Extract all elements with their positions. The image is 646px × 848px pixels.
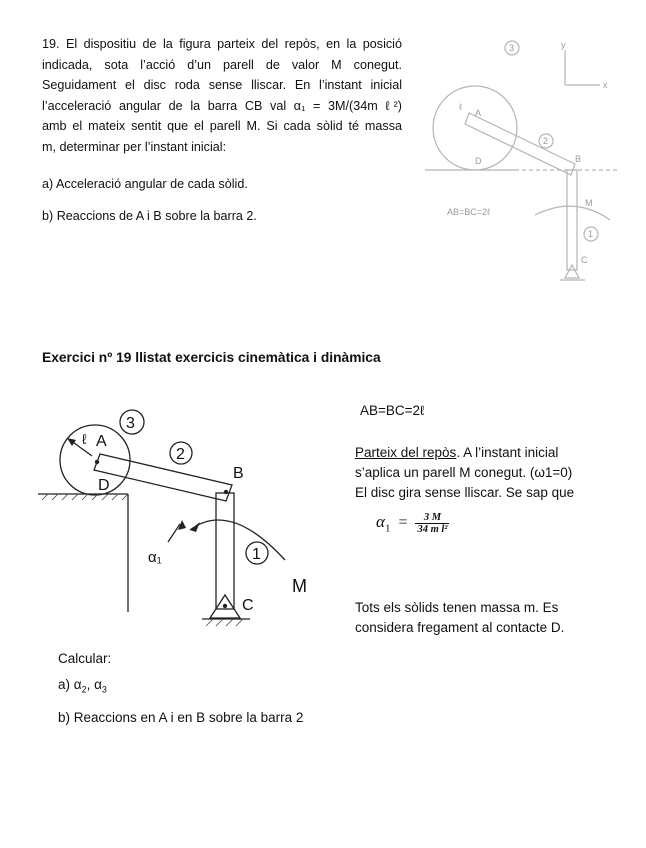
exercise-title: Exercici nº 19 llistat exercicis cinemàtica i dinàmica — [42, 350, 381, 365]
small-label-y: y — [561, 40, 566, 50]
main-mechanism-figure — [30, 400, 340, 635]
moment-arc — [190, 520, 285, 560]
notes-line-2: s’aplica un parell M conegut. (ω1=0) — [355, 465, 573, 480]
formula-alpha: α — [376, 512, 385, 532]
problem-part-b: b) Reaccions de A i B sobre la barra 2. — [42, 209, 257, 223]
small-label-A: A — [475, 108, 482, 118]
label-C: C — [242, 597, 254, 614]
bar1-number: 1 — [252, 546, 261, 563]
bar-2 — [465, 113, 575, 175]
formula-sub: 1 — [384, 522, 391, 535]
notes-line1-rest: . A l’instant inicial — [456, 445, 559, 460]
moment-arc — [535, 206, 610, 220]
label-A: A — [96, 433, 107, 450]
small-label-C: C — [581, 255, 588, 265]
small-bar1-number: 1 — [588, 229, 594, 239]
mass-note — [355, 598, 564, 638]
dimension-note: AB=BC=2ℓ — [360, 403, 425, 418]
problem-line: Seguidament el disc roda sense lliscar. En l’instant inicial — [42, 78, 402, 92]
small-mechanism-figure — [415, 30, 625, 300]
problem-statement — [42, 34, 402, 157]
notes-lead: Parteix del repòs — [355, 445, 457, 460]
label-B: B — [233, 465, 244, 482]
questions-heading: Calcular: — [58, 651, 112, 666]
disc-number: 3 — [126, 415, 135, 432]
small-ell: ℓ — [459, 102, 462, 112]
formula-eq: = — [398, 514, 408, 532]
problem-line: 19. El dispositiu de la figura parteix del repòs, en la posició — [42, 37, 402, 51]
label-M: M — [292, 576, 307, 596]
problem-line: amb el mateix sentit que el parell M. Si cada sòlid té massa — [42, 119, 402, 133]
label-ell: ℓ — [82, 431, 87, 447]
mass-line-2: considera fregament al contacte D. — [355, 620, 565, 635]
question-a — [58, 675, 107, 700]
problem-part-a: a) Acceleració angular de cada sòlid. — [42, 177, 248, 191]
bar-1 — [567, 170, 577, 270]
bar2-number: 2 — [176, 446, 185, 463]
question-b: b) Reaccions en A i en B sobre la barra 2 — [58, 710, 304, 725]
small-label-M: M — [585, 198, 593, 208]
question-a-sub3: 3 — [101, 684, 107, 695]
label-D: D — [98, 477, 110, 494]
formula-denominator: 34 m l² — [417, 524, 448, 535]
notes-line-3: El disc gira sense lliscar. Se sap que — [355, 485, 575, 500]
formula-numerator: 3 M — [415, 512, 449, 524]
small-dimension: AB=BC=2ℓ — [447, 207, 490, 217]
question-a-sep: , α — [86, 677, 102, 692]
disc — [60, 425, 130, 495]
label-alpha: α₁ — [148, 549, 162, 566]
small-label-x: x — [603, 80, 608, 90]
alpha-arrow — [168, 524, 180, 542]
problem-line: indicada, sota l’acció d’un parell de valor M conegut. — [42, 57, 402, 72]
bar-1 — [216, 493, 234, 609]
mass-line-1: Tots els sòlids tenen massa m. Es — [355, 600, 559, 615]
small-label-B: B — [575, 154, 582, 164]
question-a-sub2: 2 — [81, 684, 87, 695]
small-bar2-number: 2 — [543, 136, 549, 146]
small-label-D: D — [475, 156, 482, 166]
notes-line-1 — [355, 443, 625, 463]
problem-line: l’acceleració angular de la barra CB val α₁ = 3M/(34m ℓ²) — [42, 98, 402, 113]
alpha-formula — [376, 512, 449, 535]
problem-line: m, determinar per l’instant inicial: — [42, 139, 227, 154]
question-a-prefix: a) α — [58, 677, 82, 692]
formula-fraction — [415, 512, 449, 535]
small-disc-number: 3 — [509, 43, 515, 53]
notes-block — [355, 443, 625, 503]
